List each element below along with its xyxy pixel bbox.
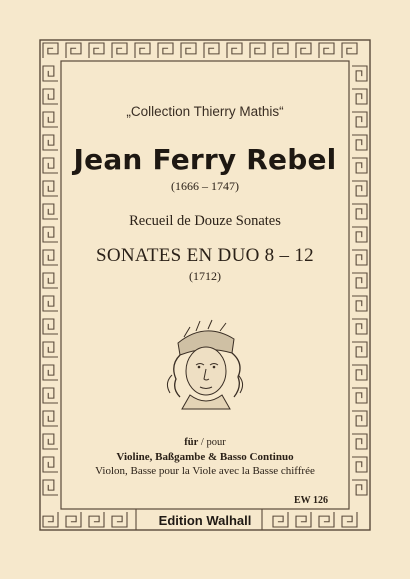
composer-name: Jean Ferry Rebel: [73, 143, 337, 176]
catalog-number: EW 126: [294, 495, 328, 506]
composer-portrait-engraving: [150, 315, 260, 410]
instrumentation-german: Violine, Baßgambe & Basso Continuo: [116, 451, 294, 463]
work-year: (1712): [189, 269, 221, 283]
publisher-name: Edition Walhall: [158, 513, 252, 528]
work-title: SONATES EN DUO 8 – 12: [96, 245, 314, 266]
instrumentation-french: Violon, Basse pour la Viole avec la Basse chiffrée: [95, 465, 315, 477]
composer-dates: (1666 – 1747): [171, 179, 239, 193]
collection-name: „Collection Thierry Mathis“: [126, 104, 284, 119]
subtitle: Recueil de Douze Sonates: [129, 213, 281, 229]
fur-label: für: [184, 437, 199, 448]
pour-label: / pour: [198, 437, 226, 448]
for-label: [0, 437, 410, 448]
